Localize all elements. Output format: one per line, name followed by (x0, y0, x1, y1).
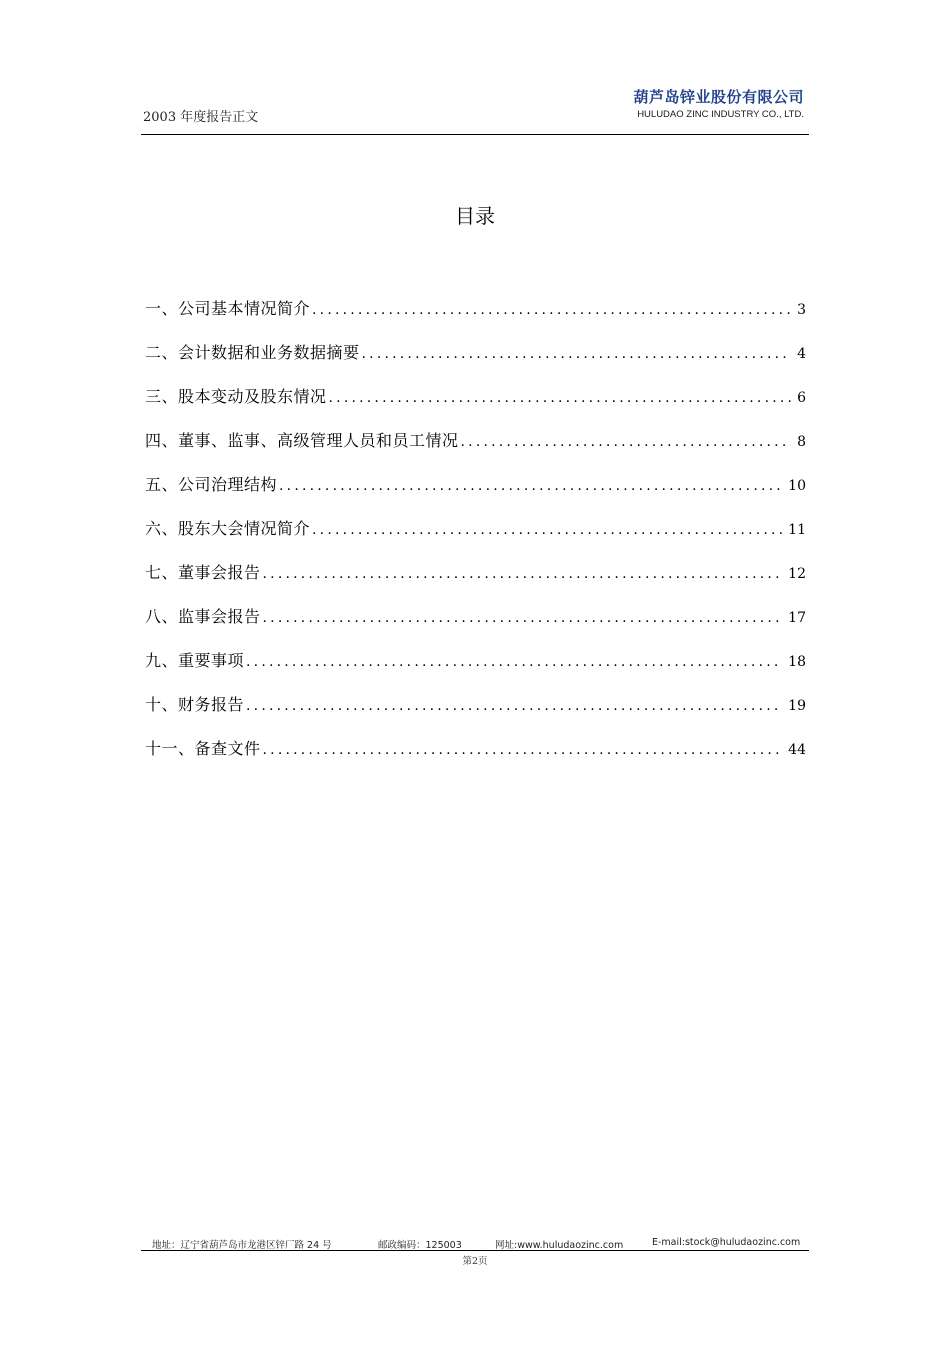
toc-entry[interactable] (145, 692, 806, 736)
toc-leader-dots (312, 522, 782, 538)
header-divider (141, 134, 809, 135)
footer-contact (152, 1237, 800, 1251)
toc-entry-label: 八、监事会报告 (145, 607, 261, 626)
toc-leader-dots (461, 434, 792, 450)
toc-entry-page: 10 (788, 478, 806, 494)
company-name-cn: 葫芦岛锌业股份有限公司 (633, 88, 804, 106)
toc-entry[interactable] (145, 736, 806, 780)
toc-entry-label: 六、股东大会情况简介 (145, 519, 311, 538)
toc-leader-dots (279, 478, 782, 494)
footer-email-link[interactable]: E-mail:stock@huludaozinc.com (652, 1237, 801, 1248)
toc-leader-dots (263, 566, 783, 582)
toc-entry-label: 五、公司治理结构 (145, 475, 278, 494)
toc-leader-dots (263, 742, 783, 758)
toc-entry-page: 11 (788, 522, 806, 538)
toc-entry[interactable] (145, 604, 806, 648)
toc-entry-page: 3 (797, 302, 806, 318)
toc-entry[interactable] (145, 296, 806, 340)
toc-entry-label: 七、董事会报告 (145, 563, 261, 582)
table-of-contents (145, 296, 806, 780)
toc-title: 目录 (455, 204, 495, 228)
company-header (633, 86, 804, 120)
toc-entry-page: 6 (797, 390, 806, 406)
toc-entry[interactable] (145, 560, 806, 604)
footer-address: 地址：辽宁省葫芦岛市龙港区锌厂路 24 号 (152, 1240, 332, 1251)
toc-leader-dots (329, 390, 792, 406)
toc-entry[interactable] (145, 340, 806, 384)
toc-entry-page: 44 (788, 742, 806, 758)
company-name-en: HULUDAO ZINC INDUSTRY CO., LTD. (637, 109, 804, 120)
toc-entry-label: 二、会计数据和业务数据摘要 (145, 343, 360, 362)
toc-entry[interactable] (145, 384, 806, 428)
toc-entry-page: 8 (797, 434, 806, 450)
footer-divider (141, 1250, 809, 1251)
toc-leader-dots (246, 698, 782, 714)
toc-entry[interactable] (145, 648, 806, 692)
toc-entry-label: 一、公司基本情况简介 (145, 299, 311, 318)
report-title: 2003 年度报告正文 (143, 110, 259, 125)
toc-entry-label: 十、财务报告 (145, 695, 245, 714)
page-number: 第2页 (462, 1256, 488, 1267)
toc-entry-label: 四、董事、监事、高级管理人员和员工情况 (145, 431, 459, 450)
toc-entry-page: 18 (788, 654, 806, 670)
toc-entry-page: 12 (788, 566, 806, 582)
toc-entry[interactable] (145, 516, 806, 560)
toc-leader-dots (246, 654, 782, 670)
toc-entry-page: 4 (797, 346, 806, 362)
toc-entry[interactable] (145, 428, 806, 472)
toc-leader-dots (312, 302, 791, 318)
toc-leader-dots (263, 610, 783, 626)
toc-entry-label: 九、重要事项 (145, 651, 245, 670)
toc-entry-label: 三、股本变动及股东情况 (145, 387, 327, 406)
toc-entry[interactable] (145, 472, 806, 516)
toc-leader-dots (362, 346, 792, 362)
footer-website-link[interactable]: 网址:www.huludaozinc.com (495, 1240, 624, 1251)
toc-entry-label: 十一、备查文件 (145, 739, 261, 758)
toc-entry-page: 19 (788, 698, 806, 714)
footer-postcode: 邮政编码：125003 (378, 1240, 462, 1251)
toc-entry-page: 17 (788, 610, 806, 626)
